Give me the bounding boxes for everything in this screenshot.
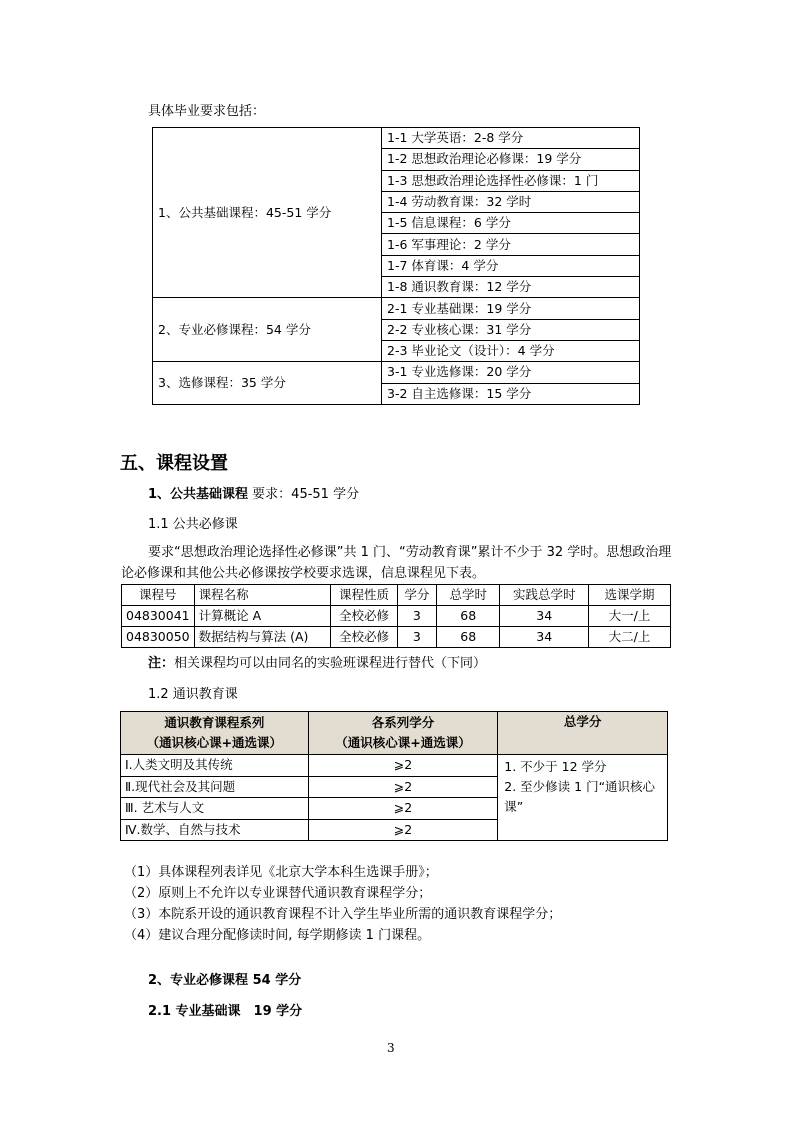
course-header-cell: 实践总学时 [500, 585, 589, 606]
grad-item: 1-5 信息课程：6 学分 [382, 213, 640, 234]
grad-item: 2-2 专业核心课：31 学分 [382, 319, 640, 340]
general-education-table [120, 711, 668, 841]
grad-item: 1-3 思想政治理论选择性必修课：1 门 [382, 170, 640, 191]
course-cell: 04830050 [122, 627, 195, 648]
ge-header-series-line2: （通识核心课+通选课） [146, 735, 283, 750]
grad-item: 2-1 专业基础课：19 学分 [382, 298, 640, 319]
ge-total-line1: 1. 不少于 12 学分 [504, 759, 607, 774]
grad-row [153, 128, 640, 149]
course-cell: 04830041 [122, 606, 195, 627]
course-header-cell: 选课学期 [589, 585, 671, 606]
grad-item: 1-1 大学英语：2-8 学分 [382, 128, 640, 149]
note-label: 注： [148, 656, 175, 671]
course-cell: 68 [437, 606, 500, 627]
grad-item: 2-3 毕业论文（设计）：4 学分 [382, 340, 640, 361]
grad-item: 3-1 专业选修课：20 学分 [382, 362, 640, 383]
subsection-1-2-title: 1.2 通识教育课 [148, 687, 238, 702]
note-item: （2）原则上不允许以专业课替代通识教育课程学分； [124, 886, 432, 901]
ge-total [498, 755, 668, 841]
grad-category: 2、专业必修课程：54 学分 [153, 298, 382, 362]
course-cell: 全校必修 [331, 606, 397, 627]
course-cell: 大二/上 [589, 627, 671, 648]
course-row [122, 627, 671, 648]
course-header-cell: 课程号 [122, 585, 195, 606]
grad-row [153, 298, 640, 319]
grad-item: 1-4 劳动教育课：32 学时 [382, 191, 640, 212]
subsection-1-title-bold: 1、公共基础课程 [148, 487, 249, 502]
note-text: 相关课程均可以由同名的实验班课程进行替代（下同） [174, 656, 487, 671]
grad-item: 3-2 自主选修课：15 学分 [382, 383, 640, 404]
section-title: 五、课程设置 [120, 453, 228, 474]
course-cell: 3 [397, 627, 437, 648]
subsection-2-title: 2、专业必修课程 54 学分 [148, 973, 302, 988]
note-item: （1）具体课程列表详见《北京大学本科生选课手册》； [124, 865, 438, 880]
course-cell: 3 [397, 606, 437, 627]
ge-series: Ⅰ.人类文明及其传统 [121, 755, 309, 777]
note-item: （4）建议合理分配修读时间, 每学期修读 1 门课程。 [124, 928, 431, 943]
course-cell: 大一/上 [589, 606, 671, 627]
grad-row [153, 362, 640, 383]
ge-credits: ⩾2 [308, 798, 498, 820]
course-cell: 34 [500, 606, 589, 627]
ge-credits: ⩾2 [308, 819, 498, 841]
course-header-cell: 总学时 [437, 585, 500, 606]
info-course-table [121, 584, 671, 648]
grad-item: 1-8 通识教育课：12 学分 [382, 277, 640, 298]
course-header-cell: 学分 [397, 585, 437, 606]
ge-credits: ⩾2 [308, 776, 498, 798]
ge-header-series-line1: 通识教育课程系列 [164, 715, 265, 730]
ge-header-credits [308, 712, 498, 755]
course-cell: 计算概论 A [194, 606, 331, 627]
course-row [122, 606, 671, 627]
ge-header-credits-line1: 各系列学分 [371, 715, 435, 730]
course-header-cell: 课程性质 [331, 585, 397, 606]
course-cell: 34 [500, 627, 589, 648]
subsection-1-title [148, 485, 359, 505]
note [148, 654, 486, 674]
grad-category: 1、公共基础课程：45-51 学分 [153, 128, 382, 298]
ge-header-credits-line2: （通识核心课+通选课） [335, 735, 471, 750]
grad-item: 1-6 军事理论：2 学分 [382, 234, 640, 255]
ge-series: Ⅳ.数学、自然与技术 [121, 819, 309, 841]
course-header-cell: 课程名称 [194, 585, 331, 606]
subsection-2-1-title: 2.1 专业基础课 19 学分 [148, 1004, 303, 1019]
ge-header-series [121, 712, 309, 755]
page-number: 3 [387, 1041, 395, 1055]
ge-total-line2: 2. 至少修读 1 门“通识核心课” [504, 779, 656, 814]
course-cell: 68 [437, 627, 500, 648]
graduation-requirements-table [152, 127, 640, 405]
subsection-1-1-title: 1.1 公共必修课 [148, 517, 238, 532]
grad-category: 3、选修课程：35 学分 [153, 362, 382, 405]
ge-header-total: 总学分 [498, 712, 668, 755]
intro-text: 具体毕业要求包括： [148, 104, 266, 119]
note-item: （3）本院系开设的通识教育课程不计入学生毕业所需的通识教育课程学分； [124, 907, 562, 922]
grad-item: 1-2 思想政治理论必修课：19 学分 [382, 149, 640, 170]
ge-row [121, 755, 668, 777]
ge-series: Ⅱ.现代社会及其问题 [121, 776, 309, 798]
subsection-1-1-paragraph: 要求“思想政治理论选择性必修课”共 1 门、“劳动教育课”累计不少于 32 学时。思想政治理论必修课和其他公共必修课按学校要求选课，信息课程见下表。 [121, 545, 672, 581]
notes-list [124, 862, 561, 946]
subsection-1-title-rest: 要求：45-51 学分 [248, 487, 360, 502]
course-cell: 全校必修 [331, 627, 397, 648]
ge-credits: ⩾2 [308, 755, 498, 777]
ge-series: Ⅲ. 艺术与人文 [121, 798, 309, 820]
course-cell: 数据结构与算法 (A) [194, 627, 331, 648]
grad-item: 1-7 体育课：4 学分 [382, 255, 640, 276]
